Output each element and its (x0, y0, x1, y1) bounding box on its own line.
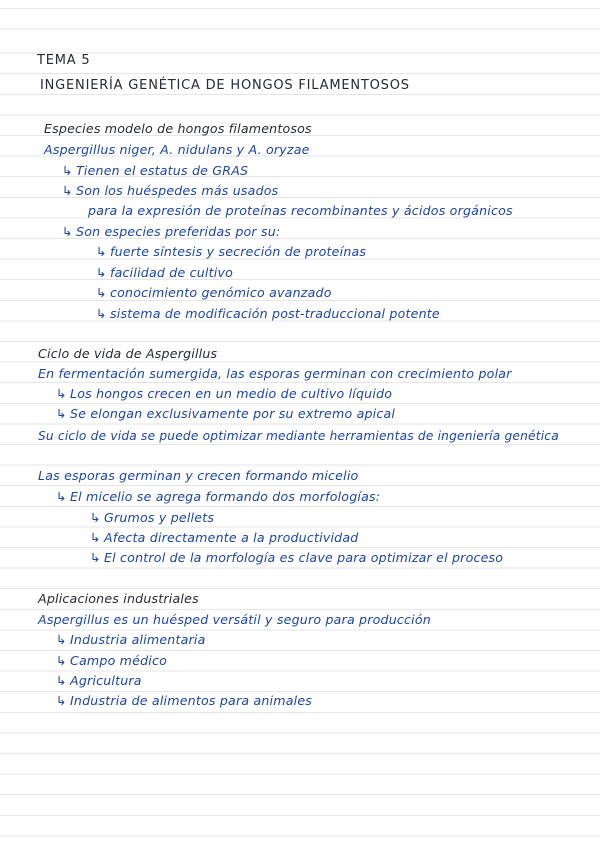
bullet-text: fuerte síntesis y secreción de proteínas (110, 244, 367, 259)
bullet-text: Industria alimentaria (70, 632, 206, 647)
bullet-text: Afecta directamente a la productividad (104, 530, 359, 545)
bullet-text: El micelio se agrega formando dos morfologías: (70, 489, 381, 504)
bullet-text: conocimiento genómico avanzado (110, 285, 332, 300)
sub-bullet-cultivo (96, 264, 233, 282)
section-heading-aplicaciones: Aplicaciones industriales (38, 591, 199, 606)
arrow-icon: ↳ (62, 163, 73, 178)
arrow-icon: ↳ (96, 285, 107, 300)
arrow-icon: ↳ (90, 550, 101, 565)
bullet-gras (62, 162, 248, 180)
sub-bullet-control (90, 549, 503, 567)
bullet-text: Los hongos crecen en un medio de cultivo líquido (70, 386, 393, 401)
bullet-text: Campo médico (70, 653, 168, 668)
bullet-text: sistema de modificación post-traduccional potente (110, 306, 440, 321)
section-heading-especies: Especies modelo de hongos filamentosos (44, 121, 312, 136)
huesped-line: Aspergillus es un huésped versátil y seguro para producción (38, 612, 431, 627)
fermentacion-line: En fermentación sumergida, las esporas germinan con crecimiento polar (38, 366, 512, 381)
arrow-icon: ↳ (62, 183, 73, 198)
arrow-icon: ↳ (96, 265, 107, 280)
arrow-icon: ↳ (56, 406, 67, 421)
bullet-text: Son los huéspedes más usados (76, 183, 279, 198)
arrow-icon: ↳ (96, 306, 107, 321)
sub-bullet-grumos (90, 509, 214, 527)
bullet-agricultura (56, 672, 142, 690)
bullet-text: Grumos y pellets (104, 510, 215, 525)
bullet-text: Se elongan exclusivamente por su extremo apical (70, 406, 396, 421)
bullet-elongan (56, 405, 395, 423)
bullet-alimentaria (56, 631, 206, 649)
sub-bullet-genomico (96, 284, 332, 302)
arrow-icon: ↳ (56, 632, 67, 647)
arrow-icon: ↳ (96, 244, 107, 259)
bullet-preferidas (62, 223, 280, 241)
bullet-text: Agricultura (70, 673, 142, 688)
species-line: Aspergillus niger, A. nidulans y A. oryzae (44, 142, 310, 157)
bullet-hongos (56, 385, 392, 403)
page-title: INGENIERÍA GENÉTICA DE HONGOS FILAMENTOSOS (40, 78, 410, 93)
bullet-text: Tienen el estatus de GRAS (76, 163, 249, 178)
bullet-text: Son especies preferidas por su: (76, 224, 281, 239)
bullet-text: El control de la morfología es clave para optimizar el proceso (104, 550, 504, 565)
bullet-micelio (56, 488, 380, 506)
bullet-medico (56, 652, 167, 670)
bullet-animales (56, 692, 312, 710)
sub-bullet-sintesis (96, 243, 366, 261)
bullet-text: facilidad de cultivo (110, 265, 234, 280)
arrow-icon: ↳ (56, 386, 67, 401)
bullet-text: Industria de alimentos para animales (70, 693, 313, 708)
sub-bullet-modificacion (96, 305, 440, 323)
tema-label: TEMA 5 (37, 53, 91, 68)
arrow-icon: ↳ (56, 673, 67, 688)
arrow-icon: ↳ (56, 653, 67, 668)
arrow-icon: ↳ (90, 530, 101, 545)
arrow-icon: ↳ (62, 224, 73, 239)
section-heading-esporas: Las esporas germinan y crecen formando micelio (38, 468, 359, 483)
sub-bullet-afecta (90, 529, 358, 547)
arrow-icon: ↳ (90, 510, 101, 525)
section-heading-ciclo: Ciclo de vida de Aspergillus (38, 346, 218, 361)
bullet-continuation: para la expresión de proteínas recombinantes y ácidos orgánicos (88, 203, 513, 218)
arrow-icon: ↳ (56, 489, 67, 504)
optimizar-line: Su ciclo de vida se puede optimizar mediante herramientas de ingeniería genética (38, 429, 559, 443)
arrow-icon: ↳ (56, 693, 67, 708)
bullet-huespedes (62, 182, 278, 200)
